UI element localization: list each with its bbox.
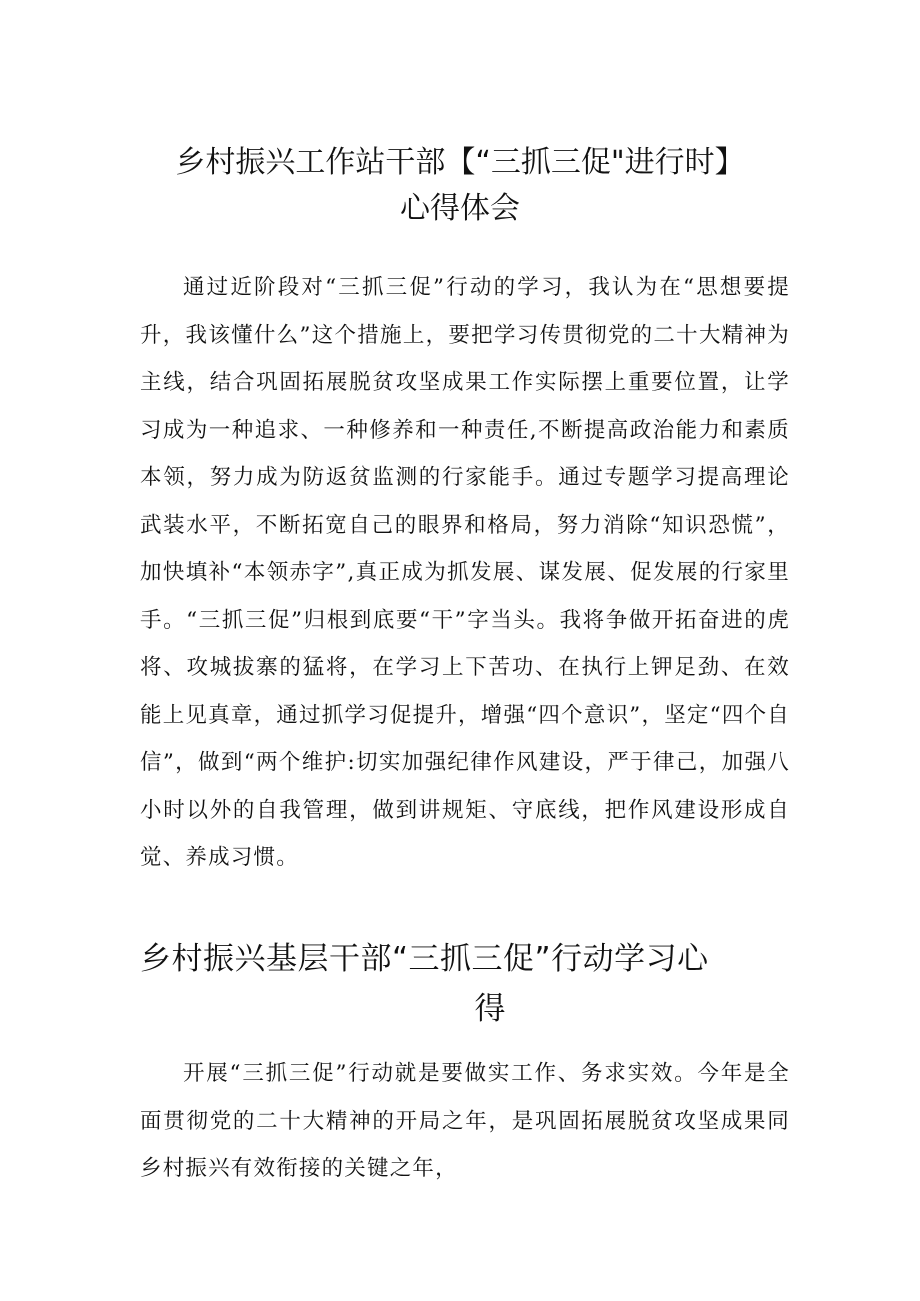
article-1-title-line-2: 心得体会 bbox=[400, 191, 520, 226]
article-1-title-line-1: 乡村振兴工作站干部【“三抓三促"进行时】 bbox=[175, 145, 745, 180]
article-1-title bbox=[120, 140, 800, 232]
article-1-paragraph: 通过近阶段对“三抓三促”行动的学习，我认为在“思想要提升，我该懂什么”这个措施上，要把学习传贯彻党的二十大精神为主线，结合巩固拓展脱贫攻坚成果工作实际摆上重要位置，让学习成为一种追求、一种修养和一种责任,不断提高政治能力和素质本领，努力成为防返贫监测的行家能手。通过专题学习提高理论武装水平，不断拓宽自己的眼界和格局，努力消除“知识恐慌”，加快填补“本领赤字”,真正成为抓发展、谋发展、促发展的行家里手。“三抓三促”归根到底要“干”字当头。我将争做开拓奋进的虎将、攻城拔寨的猛将，在学习上下苦功、在执行上钾足劲、在效能上见真章，通过抓学习促提升，增强“四个意识”，坚定“四个自信”，做到“两个维护:切实加强纪律作风建设，严于律己，加强八小时以外的自我管理，做到讲规矩、守底线，把作风建设形成自觉、养成习惯。 bbox=[140, 275, 790, 870]
article-2-title-line-2: 得 bbox=[474, 991, 506, 1027]
article-2-paragraph: 开展“三抓三促”行动就是要做实工作、务求实效。今年是全面贯彻党的二十大精神的开局之年，是巩固拓展脱贫攻坚成果同乡村振兴有效衔接的关键之年， bbox=[140, 1061, 790, 1181]
article-2-title-line-1: 乡村振兴基层干部“三抓三促”行动学习心 bbox=[140, 941, 709, 977]
article-2-title bbox=[140, 934, 840, 1034]
